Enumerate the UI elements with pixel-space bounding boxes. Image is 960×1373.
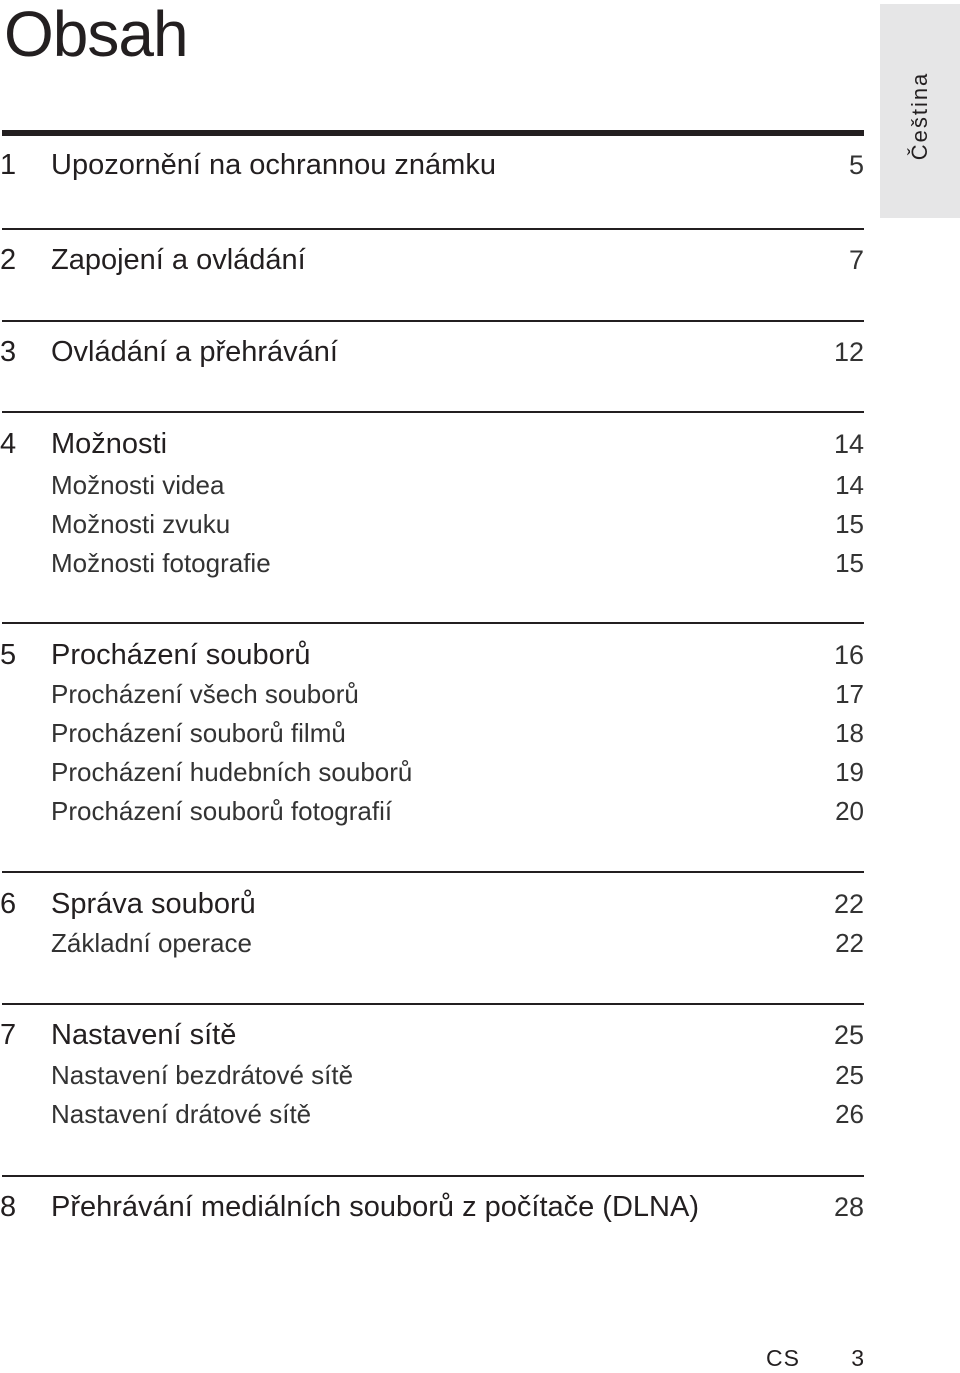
- section-title: Správa souborů: [51, 888, 256, 920]
- section-page-number: 5: [848, 150, 864, 180]
- section-title: Nastavení sítě: [51, 1019, 237, 1051]
- subsection-title: Procházení souborů fotografií: [51, 796, 393, 826]
- section-page-number: 7: [848, 245, 864, 275]
- section-divider: [2, 228, 864, 230]
- section-number: 4: [0, 428, 17, 460]
- subsection-title: Procházení hudebních souborů: [51, 757, 413, 787]
- subsection-title: Nastavení bezdrátové sítě: [51, 1060, 354, 1090]
- subsection-title: Procházení všech souborů: [51, 679, 359, 709]
- section-title: Upozornění na ochrannou známku: [51, 149, 496, 181]
- subsection-title: Možnosti videa: [51, 470, 225, 500]
- section-number: 3: [0, 336, 17, 368]
- title-divider: [2, 130, 864, 136]
- section-divider: [2, 320, 864, 322]
- section-divider: [2, 871, 864, 873]
- footer-page-number: 3: [851, 1345, 864, 1371]
- subsection-title: Možnosti fotografie: [51, 548, 271, 578]
- subsection-title: Nastavení drátové sítě: [51, 1099, 312, 1129]
- subsection-page-number: 14: [835, 470, 864, 500]
- section-page-number: 16: [833, 640, 864, 670]
- section-page-number: 12: [833, 337, 864, 367]
- subsection-page-number: 22: [835, 928, 864, 958]
- subsection-title: Procházení souborů filmů: [51, 718, 346, 748]
- subsection-page-number: 26: [835, 1099, 864, 1129]
- section-page-number: 22: [833, 889, 864, 919]
- subsection-page-number: 19: [835, 757, 864, 787]
- language-tab: [880, 4, 960, 218]
- section-divider: [2, 1175, 864, 1177]
- subsection-page-number: 17: [835, 679, 864, 709]
- subsection-title: Základní operace: [51, 928, 252, 958]
- subsection-title: Možnosti zvuku: [51, 509, 231, 539]
- section-page-number: 25: [833, 1020, 864, 1050]
- section-divider: [2, 411, 864, 413]
- section-number: 8: [0, 1191, 17, 1223]
- section-number: 2: [0, 244, 17, 276]
- section-title: Možnosti: [51, 428, 168, 460]
- section-title: Přehrávání mediálních souborů z počítače (DLNA): [51, 1191, 699, 1223]
- subsection-page-number: 20: [835, 796, 864, 826]
- page-title: Obsah: [4, 0, 188, 70]
- section-title: Procházení souborů: [51, 639, 311, 671]
- section-title: Zapojení a ovládání: [51, 244, 306, 276]
- language-tab-label: Čeština: [907, 71, 932, 161]
- section-page-number: 14: [833, 429, 864, 459]
- subsection-page-number: 18: [835, 718, 864, 748]
- section-divider: [2, 622, 864, 624]
- section-title: Ovládání a přehrávání: [51, 336, 338, 368]
- section-divider: [2, 1003, 864, 1005]
- section-number: 6: [0, 888, 17, 920]
- subsection-page-number: 15: [835, 509, 864, 539]
- section-number: 7: [0, 1019, 17, 1051]
- subsection-page-number: 15: [835, 548, 864, 578]
- footer-language-code: CS: [766, 1345, 800, 1371]
- section-number: 5: [0, 639, 17, 671]
- section-number: 1: [0, 149, 17, 181]
- section-page-number: 28: [833, 1192, 864, 1222]
- subsection-page-number: 25: [835, 1060, 864, 1090]
